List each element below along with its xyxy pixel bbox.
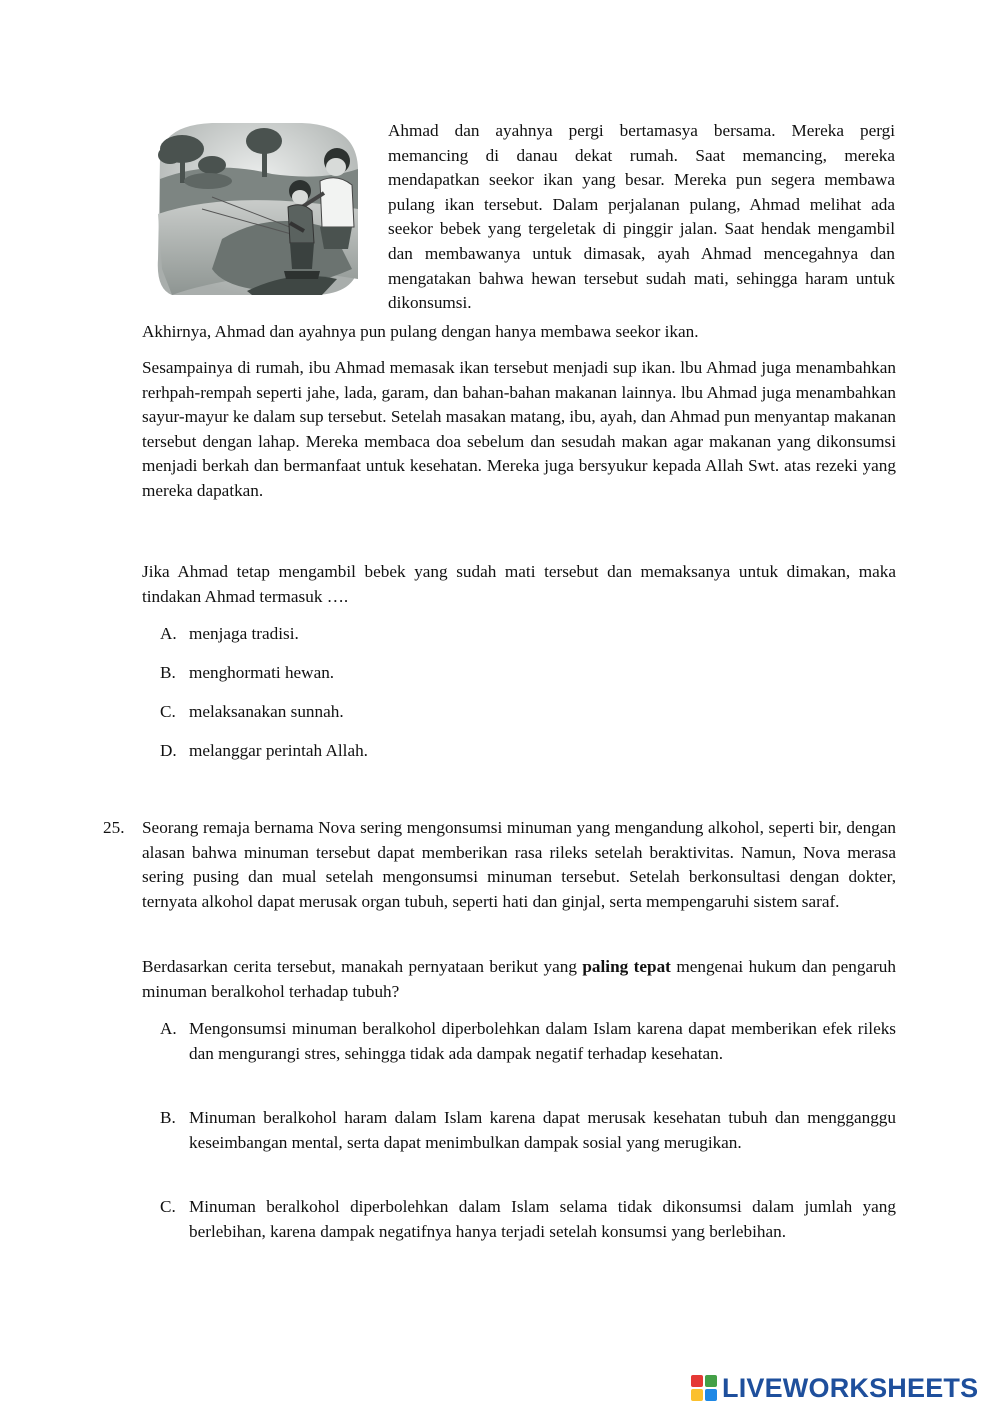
story-intro: Ahmad dan ayahnya pergi bertamasya bersama. Mereka pergi memancing di danau dekat rumah. Saat memancing, mereka mendapatkan seekor ikan yang besar. Mereka pun segera membawa pulang ikan tersebut. Dalam perjalanan pulang, Ahmad melihat ada seekor bebek yang tergeletak di pinggir jalan. Saat hendak mengambil dan membawanya untuk dimasak, ayah Ahmad mencegahnya dan mengatakan bahwa hewan tersebut sudah mati, sehingga haram untuk dikonsumsi. bbox=[388, 121, 895, 313]
question-24-stem: Jika Ahmad tetap mengambil bebek yang sudah mati tersebut dan memaksanya untuk dimakan, maka tindakan Ahmad termasuk …. bbox=[142, 562, 896, 606]
option-letter: A. bbox=[160, 1019, 177, 1038]
question-25-number: 25. bbox=[103, 818, 125, 837]
option-text: Mengonsumsi minuman beralkohol diperbolehkan dalam Islam karena dapat memberikan efek rileks dan mengurangi stres, sehingga tidak ada dampak negatif terhadap kesehatan. bbox=[189, 1019, 896, 1063]
question-25-option-a[interactable] bbox=[160, 1017, 896, 1066]
option-letter: C. bbox=[160, 1197, 176, 1216]
option-text: menghormati hewan. bbox=[189, 663, 335, 682]
option-text: Minuman beralkohol haram dalam Islam karena dapat merusak kesehatan tubuh dan mengganggu keseimbangan mental, serta dapat menimbulkan dampak sosial yang merugikan. bbox=[189, 1108, 896, 1152]
story-intro-end: Akhirnya, Ahmad dan ayahnya pun pulang dengan hanya membawa seekor ikan. bbox=[142, 322, 699, 341]
option-text: melanggar perintah Allah. bbox=[189, 741, 368, 760]
question-25-option-b[interactable] bbox=[160, 1106, 896, 1155]
option-text: melaksanakan sunnah. bbox=[189, 702, 344, 721]
option-text: menjaga tradisi. bbox=[189, 624, 299, 643]
question-25-stem bbox=[142, 955, 896, 1004]
question-25-story: Seorang remaja bernama Nova sering mengonsumsi minuman yang mengandung alkohol, seperti bir, dengan alasan bahwa minuman tersebut dapat memberikan rasa rileks setelah beraktivitas. Namun, Nova merasa sering pusing dan mual setelah mengonsumsi minuman tersebut. Setelah berkonsultasi dengan dokter, ternyata alkohol dapat merusak organ tubuh, seperti hati dan ginjal, serta mempengaruhi sistem saraf. bbox=[142, 818, 896, 911]
question-24-option-b[interactable] bbox=[160, 661, 896, 686]
question-24-option-d[interactable] bbox=[160, 739, 896, 764]
option-text: Minuman beralkohol diperbolehkan dalam Islam selama tidak dikonsumsi dalam jumlah yang berlebihan, karena dampak negatifnya hanya terjadi setelah konsumsi yang berlebihan. bbox=[189, 1197, 896, 1241]
liveworksheets-watermark bbox=[690, 1371, 990, 1405]
option-letter: D. bbox=[160, 741, 177, 760]
liveworksheets-logo-icon bbox=[690, 1374, 718, 1402]
option-letter: C. bbox=[160, 702, 176, 721]
stem-emphasis: paling tepat bbox=[582, 957, 671, 976]
watermark-text: LIVEWORKSHEETS bbox=[722, 1373, 979, 1403]
stem-text-before: Berdasarkan cerita tersebut, manakah pernyataan berikut yang bbox=[142, 957, 583, 976]
fishing-illustration bbox=[152, 119, 364, 299]
question-25-option-c[interactable] bbox=[160, 1195, 896, 1244]
story-paragraph: Sesampainya di rumah, ibu Ahmad memasak ikan tersebut menjadi sup ikan. lbu Ahmad juga menambahkan rerhpah-rempah seperti jahe, lada, garam, dan bahan-bahan makanan lainnya. lbu Ahmad juga menambahkan sayur-mayur ke dalam sup tersebut. Setelah masakan matang, ibu, ayah, dan Ahmad pun menyantap makanan tersebut dengan lahap. Mereka membaca doa sebelum dan sesudah makan agar makanan yang dikonsumsi menjadi berkah dan bermanfaat untuk kesehatan. Mereka juga bersyukur kepada Allah Swt. atas rezeki yang mereka dapatkan. bbox=[142, 358, 896, 500]
option-letter: A. bbox=[160, 624, 177, 643]
option-letter: B. bbox=[160, 663, 176, 682]
question-24-option-c[interactable] bbox=[160, 700, 896, 725]
question-24-option-a[interactable] bbox=[160, 622, 896, 647]
option-letter: B. bbox=[160, 1108, 176, 1127]
stem-text-after: mengenai hukum dan pengaruh minuman beralkohol terhadap tubuh? bbox=[142, 957, 896, 1001]
